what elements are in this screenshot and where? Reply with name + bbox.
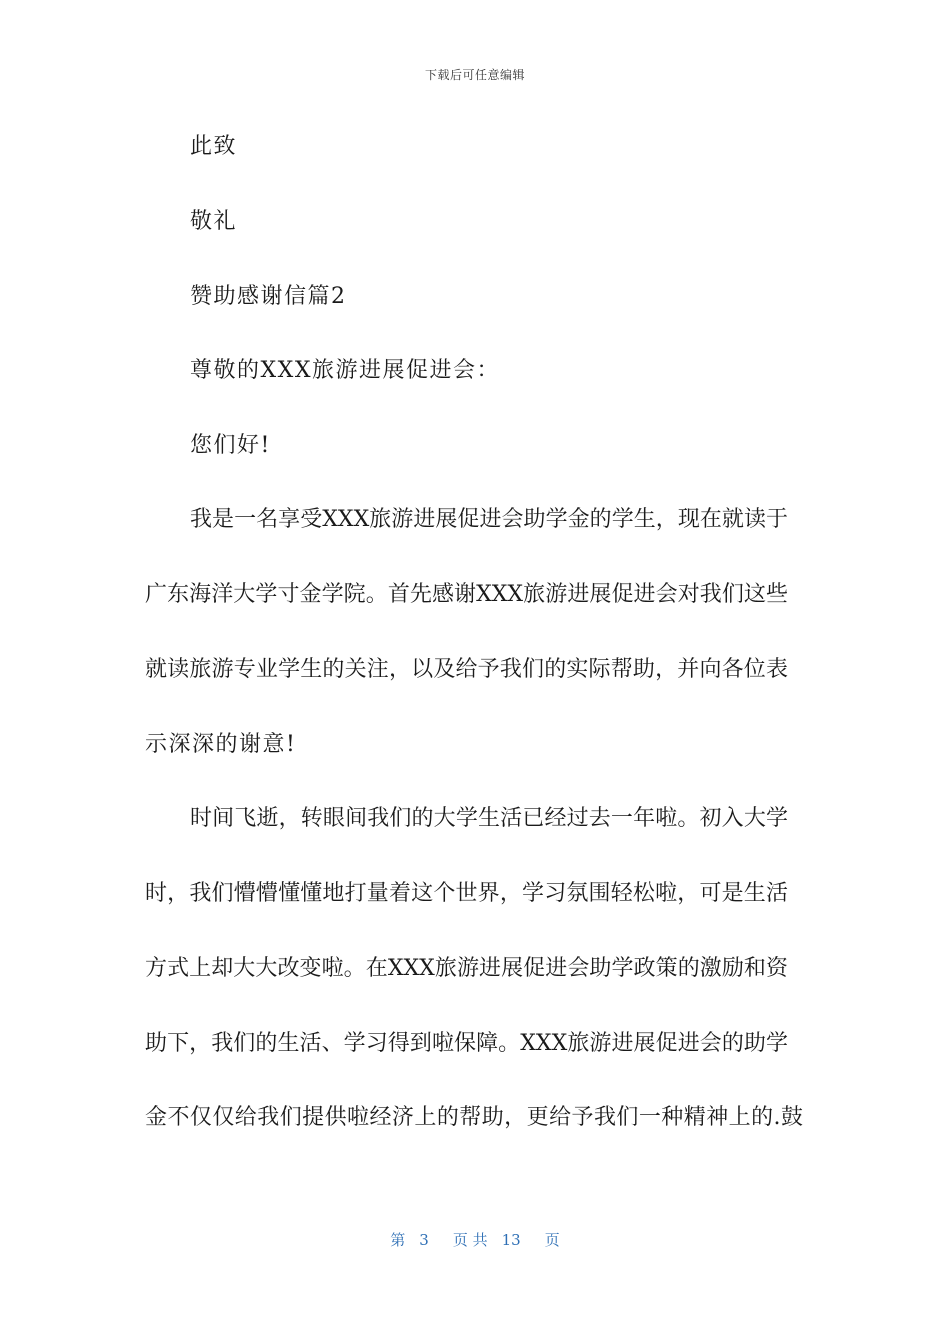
- paragraph-2-line-5: 金不仅仅给我们提供啦经济上的帮助，更给予我们一种精神上的.鼓: [145, 1105, 803, 1130]
- paragraph-1-line-4: 示深深的谢意!: [145, 732, 297, 757]
- paragraph-1-line-1: 我是一名享受XXX旅游进展促进会助学金的学生，现在就读于: [190, 507, 788, 532]
- footer-label-pages: 页: [544, 1231, 560, 1249]
- salutation: 尊敬的XXX旅游进展促进会：: [190, 358, 500, 383]
- footer-total-pages: 13: [501, 1231, 521, 1249]
- paragraph-2-line-3: 方式上却大大改变啦。在XXX旅游进展促进会助学政策的激励和资: [145, 956, 788, 981]
- paragraph-1-line-2: 广东海洋大学寸金学院。首先感谢XXX旅游进展促进会对我们这些: [145, 582, 788, 607]
- footer-label-page: 第: [390, 1231, 406, 1249]
- footer-current-page: 3: [419, 1231, 429, 1249]
- paragraph-2-line-1: 时间飞逝，转眼间我们的大学生活已经过去一年啦。初入大学: [190, 806, 788, 831]
- section-title: 赞助感谢信篇2: [190, 284, 347, 309]
- page-footer: [0, 1229, 950, 1250]
- closing-line-2: 敬礼: [190, 209, 238, 234]
- header-note: 下载后可任意编辑: [424, 68, 525, 82]
- closing-line-1: 此致: [190, 134, 238, 159]
- paragraph-2-line-4: 助下，我们的生活、学习得到啦保障。XXX旅游进展促进会的助学: [145, 1031, 788, 1056]
- paragraph-2-line-2: 时，我们懵懵懂懂地打量着这个世界，学习氛围轻松啦，可是生活: [145, 881, 788, 906]
- paragraph-1-line-3: 就读旅游专业学生的关注，以及给予我们的实际帮助，并向各位表: [145, 657, 788, 682]
- greeting: 您们好!: [190, 433, 271, 458]
- footer-label-of: 页 共: [452, 1231, 488, 1249]
